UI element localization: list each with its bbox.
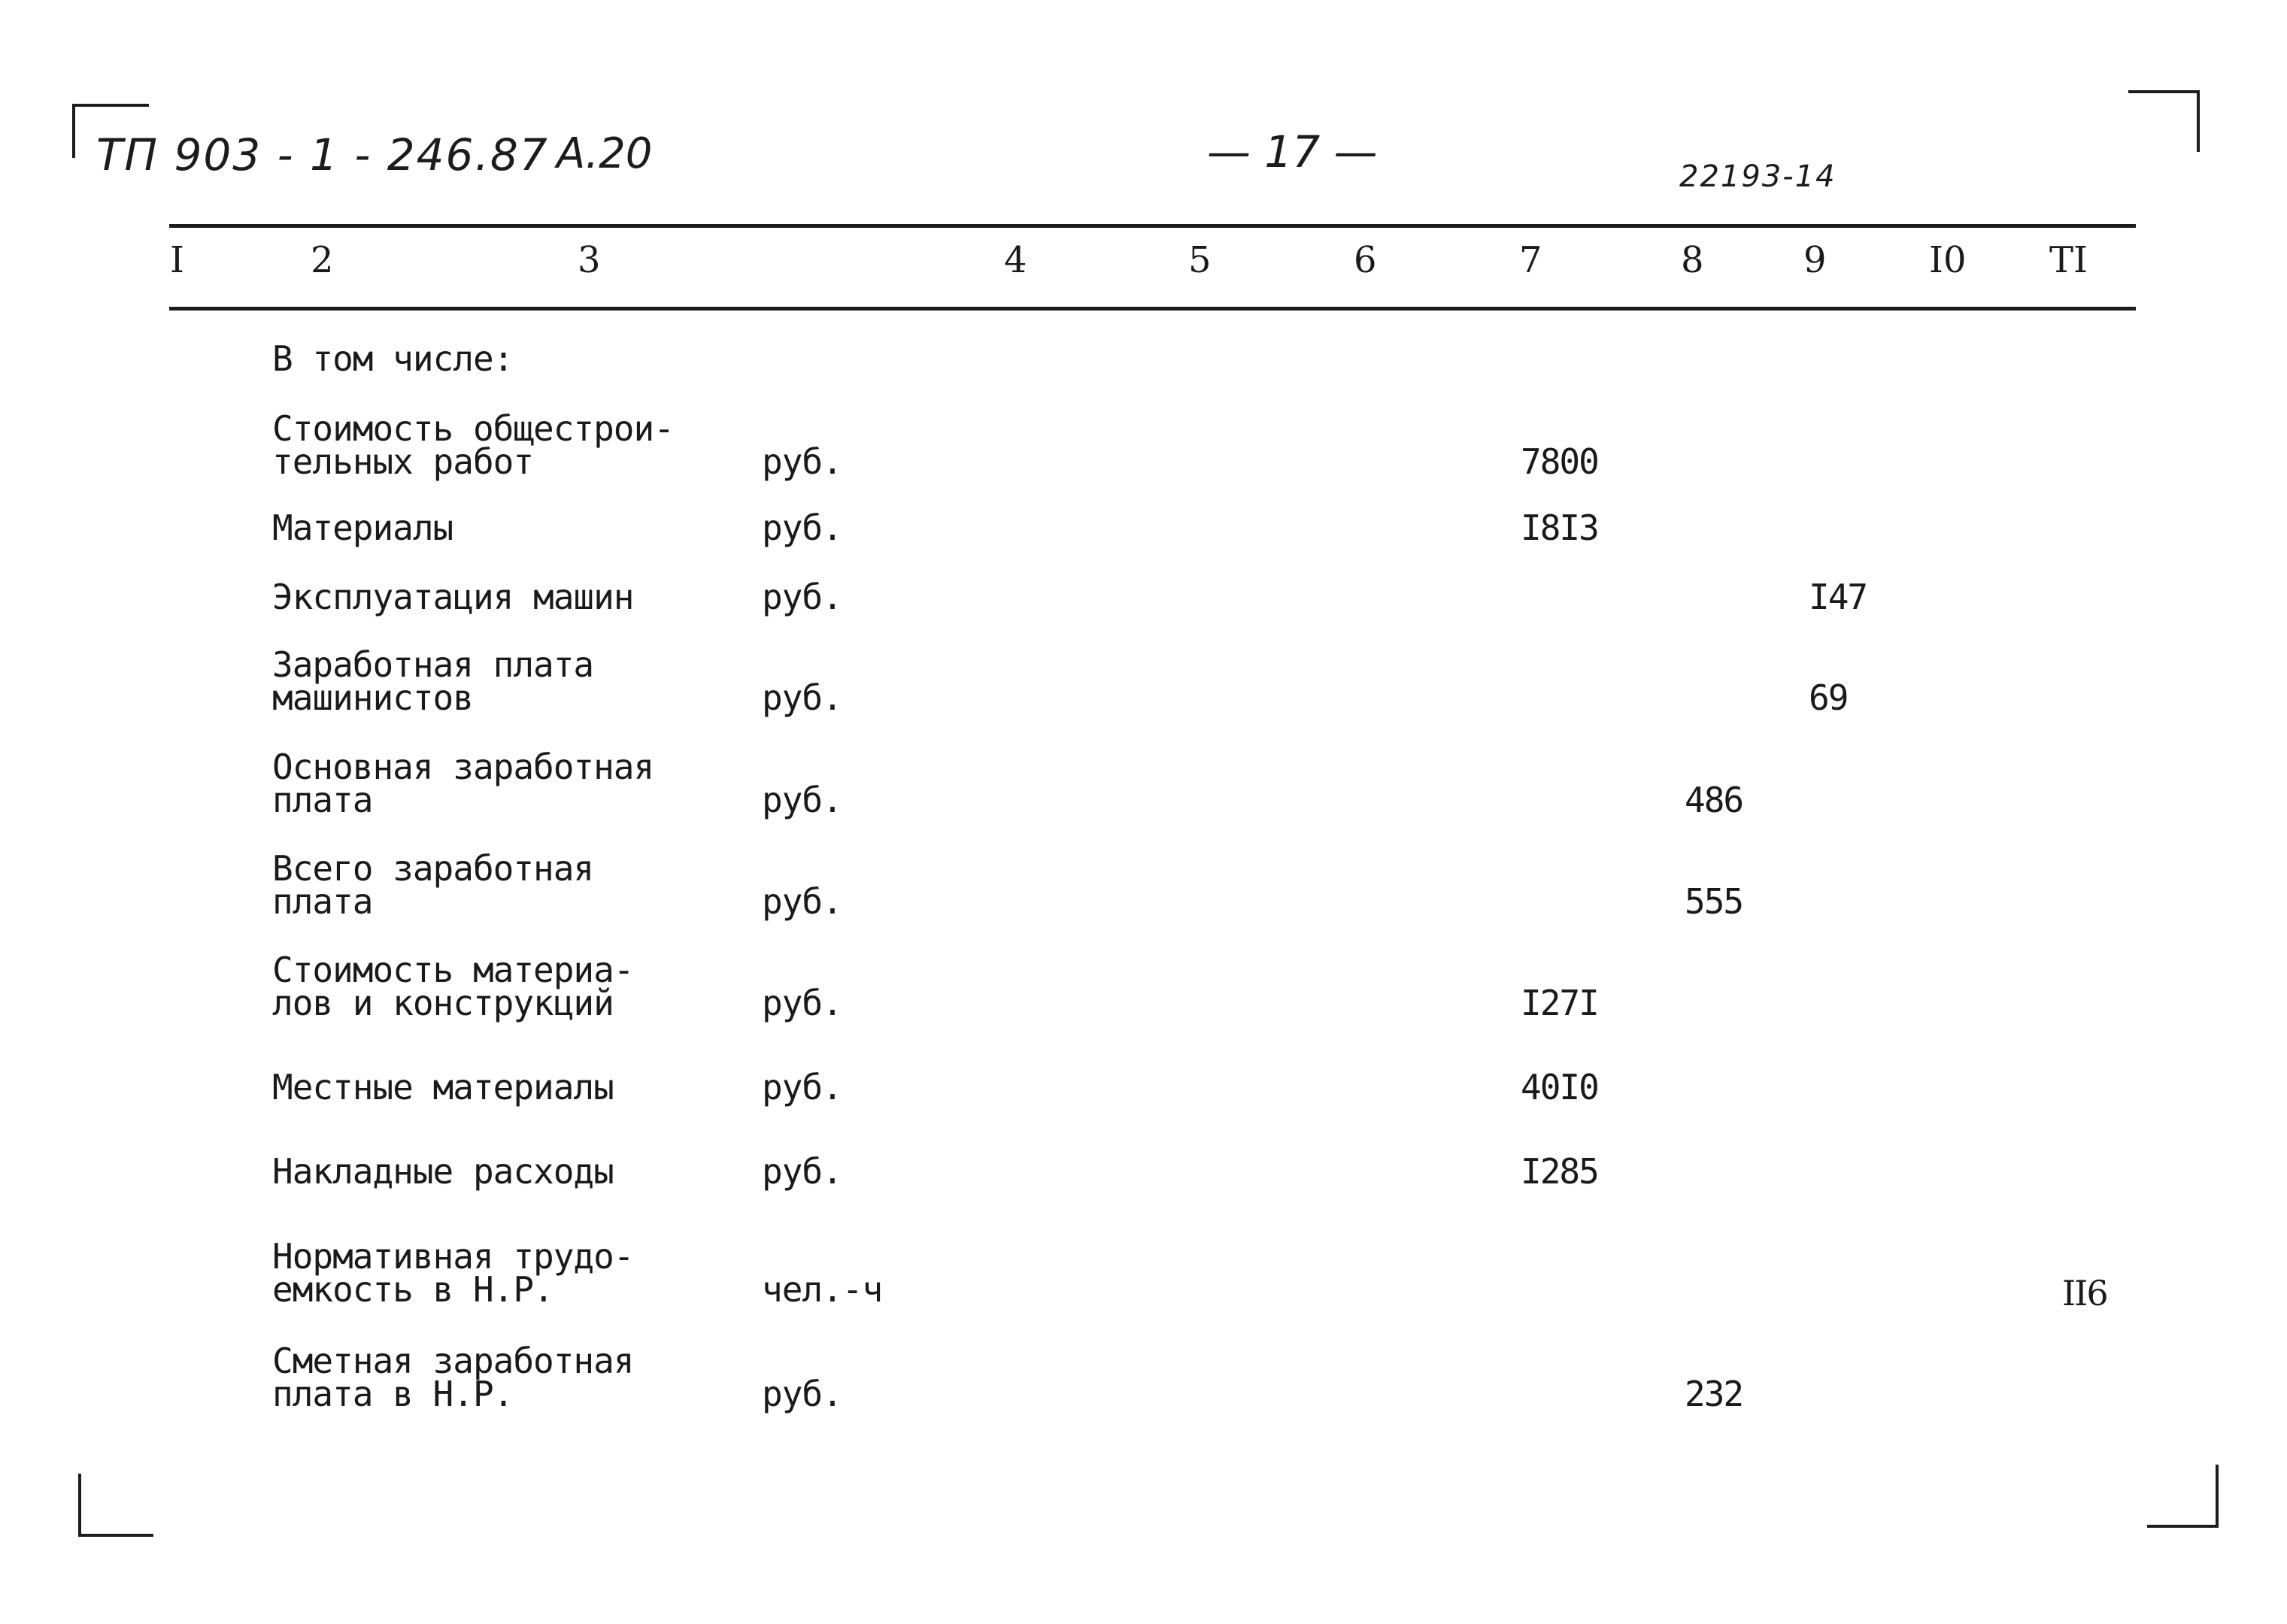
row-label-line2: плата в Н.Р.: [272, 1374, 514, 1414]
row-value-col7: I27I: [1521, 983, 1598, 1023]
corner-mark-top-left-vertical: [72, 104, 75, 158]
corner-mark-top-right-vertical: [2197, 90, 2200, 152]
column-number: TI: [2049, 239, 2088, 281]
column-number: I0: [1929, 239, 1967, 281]
intro-label: В том числе:: [272, 338, 514, 379]
row-unit: руб.: [762, 983, 842, 1023]
row-unit: руб.: [762, 677, 842, 718]
corner-mark-bottom-right-vertical: [2216, 1465, 2219, 1528]
album-number: А.20: [557, 129, 653, 178]
row-value-col9: 69: [1809, 677, 1848, 718]
row-label-line1: Стоимость материа-: [272, 950, 634, 990]
row-value-col8: 232: [1685, 1374, 1743, 1414]
table-top-rule: [169, 224, 2136, 228]
column-number: 2: [311, 239, 334, 281]
row-label-line2: лов и конструкций: [272, 983, 614, 1023]
row-label-line1: Материалы: [272, 508, 453, 548]
document-code: ТП 903 - 1 - 246.87: [96, 129, 549, 180]
row-value-col8: 555: [1685, 881, 1743, 922]
row-value-col7: I285: [1521, 1151, 1598, 1192]
row-unit: руб.: [762, 1151, 842, 1192]
row-label-line1: Нормативная трудо-: [272, 1236, 634, 1277]
stamp-number: 22193-14: [1679, 159, 1837, 194]
row-value-col11: II6: [2062, 1273, 2107, 1313]
row-label-line1: Местные материалы: [272, 1067, 614, 1107]
row-unit: руб.: [762, 881, 842, 922]
row-value-col7: I8I3: [1521, 508, 1598, 548]
row-label-line1: Заработная плата: [272, 644, 594, 685]
row-unit: руб.: [762, 1067, 842, 1107]
corner-mark-top-right: [2128, 90, 2200, 93]
row-value-col9: I47: [1809, 577, 1867, 617]
row-label-line1: Стоимость общестрои-: [272, 408, 674, 449]
column-number: 4: [1004, 239, 1027, 281]
corner-mark-bottom-left-vertical: [78, 1474, 81, 1537]
column-number: 3: [578, 239, 601, 281]
row-unit: руб.: [762, 508, 842, 548]
corner-mark-bottom-left: [78, 1534, 153, 1537]
row-label-line2: емкость в Н.Р.: [272, 1269, 554, 1310]
row-label-line1: Сметная заработная: [272, 1341, 634, 1381]
row-value-col7: 40I0: [1521, 1067, 1598, 1107]
row-unit: руб.: [762, 577, 842, 617]
row-label-line1: Накладные расходы: [272, 1151, 614, 1192]
corner-mark-bottom-right: [2147, 1525, 2219, 1528]
corner-mark-top-left: [74, 104, 149, 107]
table-header-rule: [169, 307, 2136, 311]
row-unit: руб.: [762, 780, 842, 820]
column-number: 6: [1354, 239, 1377, 281]
row-label-line2: плата: [272, 881, 373, 922]
column-number: 9: [1803, 239, 1827, 281]
column-number: I: [170, 239, 184, 281]
row-unit: руб.: [762, 1374, 842, 1414]
row-label-line1: Основная заработная: [272, 747, 654, 787]
row-label-line2: плата: [272, 780, 373, 820]
row-label-line1: Эксплуатация машин: [272, 577, 634, 617]
row-unit: чел.-ч: [762, 1269, 883, 1310]
row-label-line1: Всего заработная: [272, 848, 594, 889]
row-label-line2: тельных работ: [272, 441, 534, 482]
row-unit: руб.: [762, 441, 842, 482]
row-value-col7: 7800: [1521, 441, 1598, 482]
row-label-line2: машинистов: [272, 677, 473, 718]
column-number: 5: [1188, 239, 1212, 281]
row-value-col8: 486: [1685, 780, 1743, 820]
column-number: 7: [1519, 239, 1542, 281]
column-number: 8: [1681, 239, 1704, 281]
page-number: — 17 —: [1207, 126, 1378, 177]
